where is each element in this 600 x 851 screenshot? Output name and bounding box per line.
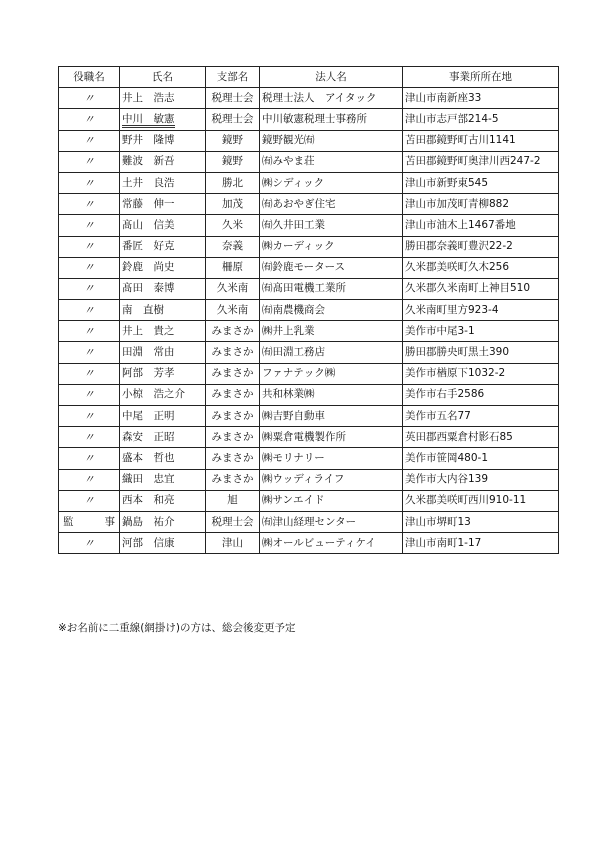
cell-role: 監 事 [59, 511, 120, 532]
table-row [59, 533, 559, 554]
table-row [59, 511, 559, 532]
cell-corporation: ㈲津山経理センター [260, 511, 403, 532]
table-row [59, 342, 559, 363]
person-name: 田淵 常由 [122, 346, 175, 359]
cell-branch: みまさか [206, 448, 260, 469]
cell-branch: 久米南 [206, 278, 260, 299]
table-row [59, 194, 559, 215]
cell-corporation: ㈲髙田電機工業所 [260, 278, 403, 299]
cell-role: 〃 [59, 88, 120, 109]
cell-name [120, 384, 206, 405]
cell-name [120, 363, 206, 384]
cell-branch: 旭 [206, 490, 260, 511]
table-row [59, 384, 559, 405]
cell-address: 津山市新野東545 [403, 172, 559, 193]
cell-corporation: ㈲田淵工務店 [260, 342, 403, 363]
table-header-row [59, 67, 559, 88]
cell-name [120, 533, 206, 554]
cell-role: 〃 [59, 384, 120, 405]
cell-address: 久米郡美咲町久木256 [403, 257, 559, 278]
cell-address: 津山市南町1-17 [403, 533, 559, 554]
cell-corporation: ㈱オールビューティケイ [260, 533, 403, 554]
footnote: ※お名前に二重線(網掛け)の方は、総会後変更予定 [58, 622, 296, 634]
cell-corporation: ファナテック㈱ [260, 363, 403, 384]
cell-role: 〃 [59, 109, 120, 130]
cell-name [120, 448, 206, 469]
cell-branch: 久米 [206, 215, 260, 236]
cell-name [120, 278, 206, 299]
table-row [59, 406, 559, 427]
cell-corporation: ㈲南農機商会 [260, 300, 403, 321]
table-row [59, 215, 559, 236]
person-name: 難波 新吾 [122, 155, 175, 168]
person-name: 番匠 好克 [122, 240, 175, 253]
cell-branch: 税理士会 [206, 511, 260, 532]
header-role: 役職名 [59, 67, 120, 88]
cell-branch: 税理士会 [206, 88, 260, 109]
cell-role: 〃 [59, 300, 120, 321]
cell-role: 〃 [59, 257, 120, 278]
cell-role: 〃 [59, 342, 120, 363]
cell-name [120, 172, 206, 193]
table-row [59, 469, 559, 490]
table-row [59, 88, 559, 109]
cell-role: 〃 [59, 533, 120, 554]
cell-address: 勝田郡奈義町豊沢22-2 [403, 236, 559, 257]
header-address: 事業所所在地 [403, 67, 559, 88]
table-row [59, 109, 559, 130]
cell-address: 美作市右手2586 [403, 384, 559, 405]
person-name: 髙山 信美 [122, 218, 175, 231]
cell-address: 津山市油木上1467番地 [403, 215, 559, 236]
cell-corporation: ㈲鈴鹿モータース [260, 257, 403, 278]
cell-branch: みまさか [206, 342, 260, 363]
cell-address: 苫田郡鏡野町古川1141 [403, 130, 559, 151]
cell-role: 〃 [59, 448, 120, 469]
person-name: 土井 良浩 [122, 176, 175, 189]
cell-branch: 勝北 [206, 172, 260, 193]
header-name: 氏名 [120, 67, 206, 88]
cell-address: 美作市大内谷139 [403, 469, 559, 490]
cell-branch: 柵原 [206, 257, 260, 278]
cell-role: 〃 [59, 321, 120, 342]
cell-role: 〃 [59, 194, 120, 215]
cell-role: 〃 [59, 490, 120, 511]
table-row [59, 300, 559, 321]
cell-corporation: ㈱井上乳業 [260, 321, 403, 342]
cell-address: 美作市五名77 [403, 406, 559, 427]
table-row [59, 257, 559, 278]
person-name: 西本 和亮 [122, 494, 175, 507]
cell-name [120, 151, 206, 172]
cell-name [120, 257, 206, 278]
cell-address: 苫田郡鏡野町奥津川西247-2 [403, 151, 559, 172]
cell-branch: みまさか [206, 469, 260, 490]
cell-role: 〃 [59, 215, 120, 236]
person-name: 常藤 伸一 [122, 197, 175, 210]
cell-branch: 奈義 [206, 236, 260, 257]
cell-name [120, 406, 206, 427]
cell-name [120, 427, 206, 448]
table-row [59, 490, 559, 511]
cell-corporation: ㈲久井田工業 [260, 215, 403, 236]
cell-name [120, 321, 206, 342]
cell-name [120, 511, 206, 532]
cell-address: 津山市堺町13 [403, 511, 559, 532]
cell-corporation: ㈲みやま荘 [260, 151, 403, 172]
person-name: 井上 貴之 [122, 324, 175, 337]
person-name: 阿部 芳孝 [122, 367, 175, 380]
cell-corporation: ㈱吉野自動車 [260, 406, 403, 427]
table-row [59, 363, 559, 384]
cell-branch: 久米南 [206, 300, 260, 321]
person-name: 森安 正昭 [122, 430, 175, 443]
cell-name [120, 194, 206, 215]
officers-table [58, 66, 559, 554]
table-row [59, 278, 559, 299]
cell-corporation: 税理士法人 アイタック [260, 88, 403, 109]
cell-name [120, 342, 206, 363]
cell-role: 〃 [59, 130, 120, 151]
cell-corporation: ㈱ウッディライフ [260, 469, 403, 490]
cell-branch: 鏡野 [206, 130, 260, 151]
cell-address: 久米南町里方923-4 [403, 300, 559, 321]
person-name: 織田 忠宜 [122, 473, 175, 486]
cell-address: 勝田郡勝央町黒土390 [403, 342, 559, 363]
cell-corporation: ㈱サンエイド [260, 490, 403, 511]
cell-branch: 加茂 [206, 194, 260, 215]
person-name: 河部 信康 [122, 536, 175, 549]
cell-corporation: ㈱カーディック [260, 236, 403, 257]
person-name: 中川 敏憲 [122, 113, 175, 128]
cell-role: 〃 [59, 278, 120, 299]
person-name: 鈴鹿 尚史 [122, 261, 175, 274]
cell-name [120, 300, 206, 321]
cell-corporation: 中川敏憲税理士事務所 [260, 109, 403, 130]
cell-address: 美作市楢原下1032-2 [403, 363, 559, 384]
cell-branch: みまさか [206, 406, 260, 427]
header-branch: 支部名 [206, 67, 260, 88]
cell-corporation: ㈱モリナリー [260, 448, 403, 469]
cell-address: 津山市南新座33 [403, 88, 559, 109]
cell-branch: 税理士会 [206, 109, 260, 130]
person-name: 髙田 泰博 [122, 282, 175, 295]
person-name: 中尾 正明 [122, 409, 175, 422]
cell-corporation: 共和林業㈱ [260, 384, 403, 405]
cell-branch: みまさか [206, 384, 260, 405]
cell-name [120, 215, 206, 236]
cell-corporation: ㈱粟倉電機製作所 [260, 427, 403, 448]
table-row [59, 151, 559, 172]
cell-address: 美作市笹岡480-1 [403, 448, 559, 469]
person-name: 井上 浩志 [122, 91, 175, 104]
table-row [59, 236, 559, 257]
table-row [59, 448, 559, 469]
header-corporation: 法人名 [260, 67, 403, 88]
table-row [59, 427, 559, 448]
cell-branch: みまさか [206, 427, 260, 448]
person-name: 盛本 哲也 [122, 451, 175, 464]
cell-name [120, 236, 206, 257]
cell-role: 〃 [59, 363, 120, 384]
table-row [59, 321, 559, 342]
cell-corporation: ㈲あおやぎ住宅 [260, 194, 403, 215]
cell-branch: 津山 [206, 533, 260, 554]
cell-branch: みまさか [206, 363, 260, 384]
cell-name [120, 490, 206, 511]
table-row [59, 172, 559, 193]
cell-address: 津山市志戸部214-5 [403, 109, 559, 130]
cell-role: 〃 [59, 151, 120, 172]
cell-address: 英田郡西粟倉村影石85 [403, 427, 559, 448]
cell-address: 美作市中尾3-1 [403, 321, 559, 342]
cell-role: 〃 [59, 236, 120, 257]
person-name: 小椋 浩之介 [122, 388, 185, 401]
cell-name [120, 469, 206, 490]
cell-corporation: ㈱シディック [260, 172, 403, 193]
cell-role: 〃 [59, 427, 120, 448]
cell-corporation: 鏡野観光㈲ [260, 130, 403, 151]
person-name: 鍋島 祐介 [122, 515, 175, 528]
person-name: 野井 隆博 [122, 134, 175, 147]
cell-role: 〃 [59, 406, 120, 427]
cell-name [120, 109, 206, 130]
cell-name [120, 130, 206, 151]
cell-name [120, 88, 206, 109]
cell-address: 久米郡美咲町西川910-11 [403, 490, 559, 511]
cell-branch: みまさか [206, 321, 260, 342]
cell-branch: 鏡野 [206, 151, 260, 172]
cell-role: 〃 [59, 172, 120, 193]
cell-address: 津山市加茂町青柳882 [403, 194, 559, 215]
person-name: 南 直樹 [122, 303, 164, 316]
cell-address: 久米郡久米南町上神目510 [403, 278, 559, 299]
table-row [59, 130, 559, 151]
cell-role: 〃 [59, 469, 120, 490]
table-body [59, 88, 559, 554]
